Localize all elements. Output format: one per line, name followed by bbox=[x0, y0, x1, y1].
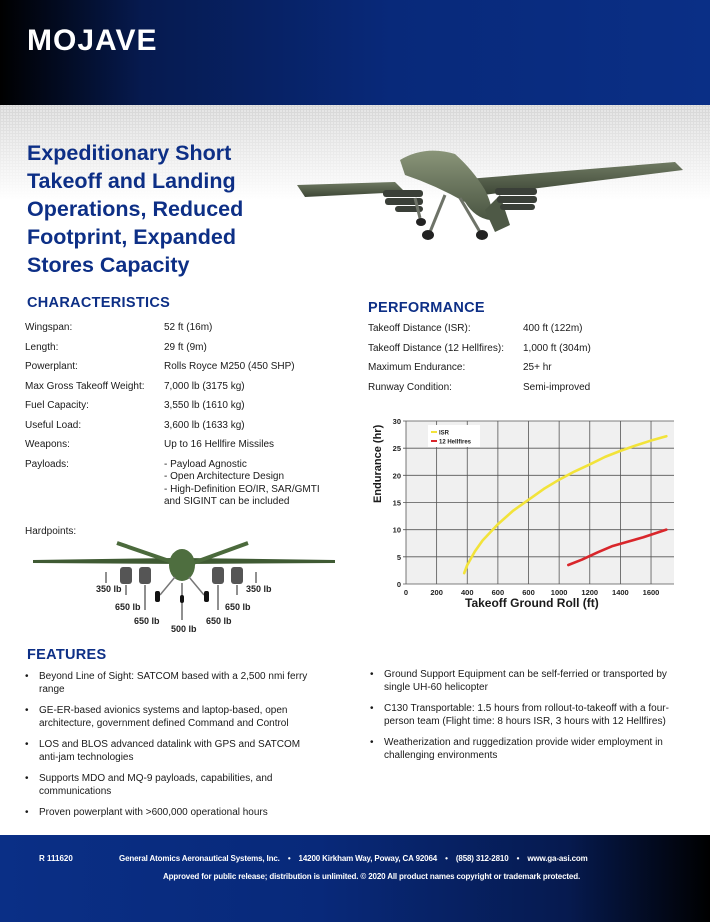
legend-label: ISR bbox=[439, 430, 450, 437]
hardpoint-weight-label: 350 lb bbox=[246, 584, 272, 594]
spec-label: Useful Load: bbox=[25, 419, 82, 431]
hardpoints-label: Hardpoints: bbox=[25, 526, 77, 537]
separator: • bbox=[287, 854, 291, 863]
feature-item bbox=[25, 704, 315, 730]
spec-value: 3,550 lb (1610 kg) bbox=[164, 400, 245, 411]
feature-item bbox=[370, 736, 690, 762]
y-tick-label: 5 bbox=[396, 552, 401, 562]
separator: • bbox=[445, 854, 448, 863]
payload-line: - High-Definition EO/IR, SAR/GMTI bbox=[164, 483, 320, 495]
spec-value: 52 ft (16m) bbox=[164, 322, 213, 333]
chart-x-axis-title: Takeoff Ground Roll (ft) bbox=[465, 596, 599, 610]
payloads-list bbox=[164, 459, 320, 509]
company-name: General Atomics Aeronautical Systems, Inc. bbox=[119, 854, 280, 863]
bullet-icon: • bbox=[25, 705, 29, 716]
perf-row-runway bbox=[368, 382, 698, 402]
x-tick-label: 600 bbox=[491, 588, 505, 597]
feature-item bbox=[25, 738, 315, 764]
y-tick-label: 30 bbox=[392, 417, 401, 426]
perf-label: Takeoff Distance (12 Hellfires): bbox=[368, 342, 504, 354]
x-tick-label: 200 bbox=[430, 588, 443, 597]
bullet-icon: • bbox=[25, 671, 29, 682]
footer-disclaimer: Approved for public release; distribution is unlimited. © 2020 All product names copyright or trademark protected. bbox=[163, 872, 581, 881]
feature-item bbox=[25, 806, 315, 819]
feature-text: C130 Transportable: 1.5 hours from rollout-to-takeoff with a four-person team (Flight time: 8 hours ISR, 3 hours with 12 Hellfires) bbox=[384, 703, 669, 727]
feature-text: Ground Support Equipment can be self-ferried or transported by single UH-60 helicopter bbox=[384, 669, 667, 693]
perf-row-takeoff-isr bbox=[368, 323, 698, 343]
spec-label: Payloads: bbox=[25, 458, 69, 470]
tagline: Expeditionary Short Takeoff and Landing Operations, Reduced Footprint, Expanded Stores Capacity bbox=[27, 141, 244, 277]
company-address: 14200 Kirkham Way, Poway, CA 92064 bbox=[298, 854, 438, 863]
spec-row-wingspan bbox=[25, 322, 355, 342]
spec-value: 3,600 lb (1633 kg) bbox=[164, 419, 245, 431]
feature-text: Beyond Line of Sight: SATCOM based with a 2,500 nmi ferry range bbox=[39, 671, 308, 695]
payload-line: - Open Architecture Design bbox=[164, 471, 285, 482]
feature-text: LOS and BLOS advanced datalink with GPS and SATCOM anti-jam technologies bbox=[39, 739, 301, 763]
revision-number: R 111620 bbox=[39, 854, 73, 863]
hardpoint-weight-label: 650 lb bbox=[115, 602, 141, 612]
company-website-link[interactable]: www.ga-asi.com bbox=[527, 854, 588, 863]
hardpoint-weight-label: 500 lb bbox=[171, 624, 197, 634]
performance-table bbox=[368, 323, 698, 401]
spec-row-payloads bbox=[25, 459, 355, 519]
spec-label: Max Gross Takeoff Weight: bbox=[25, 380, 145, 392]
legend-label: 12 Hellfires bbox=[439, 439, 472, 446]
perf-value: 25+ hr bbox=[523, 362, 552, 373]
y-tick-label: 0 bbox=[396, 580, 401, 589]
x-tick-label: 1400 bbox=[612, 588, 629, 597]
footer-contact-line bbox=[119, 854, 588, 863]
payload-line: - Payload Agnostic bbox=[164, 458, 247, 470]
spec-row-powerplant bbox=[25, 361, 355, 381]
characteristics-heading: CHARACTERISTICS bbox=[27, 295, 171, 311]
bullet-icon: • bbox=[370, 669, 374, 680]
feature-text: Proven powerplant with >600,000 operational hours bbox=[39, 807, 268, 818]
x-tick-label: 600 bbox=[522, 588, 535, 597]
spec-row-length bbox=[25, 342, 355, 362]
feature-item bbox=[25, 772, 315, 798]
spec-label: Length: bbox=[25, 341, 59, 353]
x-tick-label: 1000 bbox=[550, 588, 568, 597]
page-title: MOJAVE bbox=[27, 24, 158, 57]
spec-label: Wingspan: bbox=[25, 322, 73, 333]
hardpoints-diagram bbox=[25, 535, 345, 635]
spec-value: 29 ft (9m) bbox=[164, 341, 207, 353]
bullet-icon: • bbox=[25, 739, 29, 750]
spec-row-weapons bbox=[25, 439, 355, 459]
hardpoint-weight-label: 650 lb bbox=[134, 616, 160, 626]
performance-heading: PERFORMANCE bbox=[368, 300, 485, 316]
bullet-icon: • bbox=[370, 737, 374, 748]
chart-y-axis-title: Endurance (hr) bbox=[372, 424, 384, 503]
perf-row-endurance bbox=[368, 362, 698, 382]
perf-value: 1,000 ft (304m) bbox=[523, 342, 591, 354]
features-list-right bbox=[370, 668, 690, 770]
features-list-left bbox=[25, 670, 315, 827]
spec-value: 7,000 lb (3175 kg) bbox=[164, 380, 245, 392]
perf-label: Runway Condition: bbox=[368, 381, 452, 393]
spec-label: Powerplant: bbox=[25, 361, 78, 372]
feature-text: GE-ER-based avionics systems and laptop-based, open architecture, government defined Command and Control bbox=[39, 705, 289, 729]
perf-label: Takeoff Distance (ISR): bbox=[368, 323, 471, 334]
features-heading: FEATURES bbox=[27, 647, 107, 663]
y-tick-label: 10 bbox=[392, 525, 401, 535]
characteristics-table bbox=[25, 322, 355, 519]
bullet-icon: • bbox=[25, 807, 29, 818]
y-tick-label: 25 bbox=[392, 444, 401, 454]
x-tick-label: 1600 bbox=[642, 588, 660, 597]
mojave-aircraft-image bbox=[295, 140, 685, 240]
y-tick-label: 15 bbox=[392, 498, 401, 508]
feature-item bbox=[370, 702, 690, 728]
feature-text: Supports MDO and MQ-9 payloads, capabilities, and communications bbox=[39, 773, 273, 797]
separator: • bbox=[516, 854, 520, 863]
feature-item bbox=[370, 668, 690, 694]
x-tick-label: 400 bbox=[460, 588, 474, 597]
endurance-chart bbox=[366, 410, 696, 615]
page-footer bbox=[0, 835, 710, 922]
page-header bbox=[0, 0, 710, 105]
x-tick-label: 0 bbox=[403, 588, 409, 597]
perf-value: Semi-improved bbox=[523, 381, 591, 393]
x-tick-label: 1200 bbox=[581, 588, 599, 597]
perf-label: Maximum Endurance: bbox=[368, 362, 466, 373]
spec-row-mgtow bbox=[25, 381, 355, 401]
hardpoint-weight-label: 650 lb bbox=[225, 602, 251, 612]
bullet-icon: • bbox=[25, 773, 29, 784]
payload-line: and SIGINT can be included bbox=[164, 496, 290, 507]
y-tick-label: 20 bbox=[392, 471, 401, 481]
hardpoint-weight-label: 650 lb bbox=[206, 616, 232, 626]
perf-value: 400 ft (122m) bbox=[523, 323, 583, 334]
spec-value: Up to 16 Hellfire Missiles bbox=[164, 439, 275, 450]
bullet-icon: • bbox=[370, 703, 374, 714]
spec-row-useful-load bbox=[25, 420, 355, 440]
company-phone: (858) 312-2810 bbox=[455, 854, 509, 863]
spec-label: Weapons: bbox=[25, 439, 70, 450]
spec-value: Rolls Royce M250 (450 SHP) bbox=[164, 361, 295, 372]
perf-row-takeoff-hellfires bbox=[368, 343, 698, 363]
spec-label: Fuel Capacity: bbox=[25, 400, 89, 411]
spec-row-fuel bbox=[25, 400, 355, 420]
feature-item bbox=[25, 670, 315, 696]
feature-text: Weatherization and ruggedization provide wider employment in challenging environments bbox=[384, 737, 663, 761]
hardpoint-weight-label: 350 lb bbox=[96, 584, 122, 594]
